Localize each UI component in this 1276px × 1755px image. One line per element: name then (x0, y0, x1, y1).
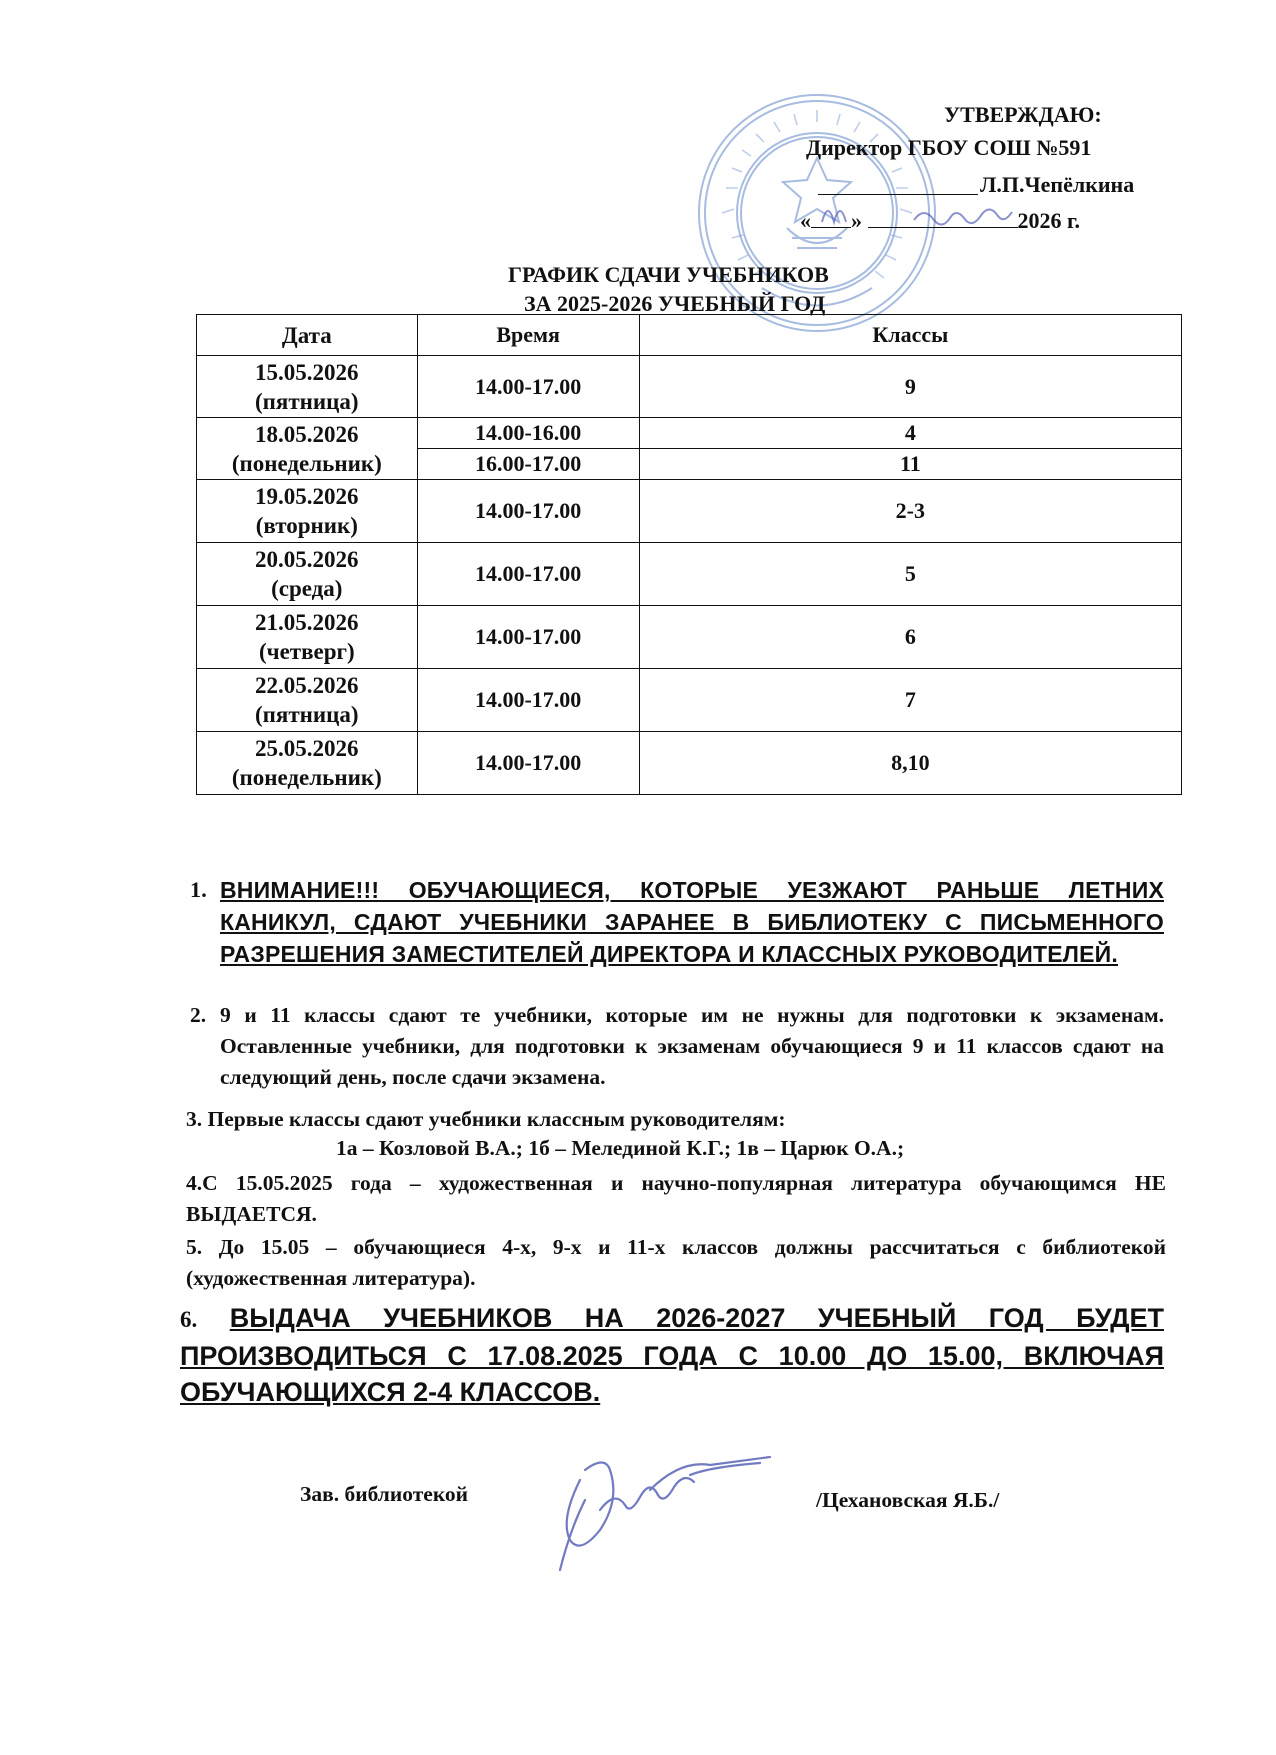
row-date: 20.05.2026 (255, 547, 359, 572)
approval-title: УТВЕРЖДАЮ: (944, 102, 1102, 127)
row-time: 14.00-16.00 (417, 418, 639, 449)
row-time: 14.00-17.00 (417, 732, 639, 795)
row-classes: 11 (639, 449, 1181, 480)
row-classes: 5 (639, 543, 1181, 606)
row-time: 14.00-17.00 (417, 669, 639, 732)
approval-name: Л.П.Чепёлкина (980, 172, 1135, 197)
note-text: ВЫДАЧА УЧЕБНИКОВ НА 2026-2027 УЧЕБНЫЙ ГОД БУДЕТ ПРОИЗВОДИТЬСЯ С 17.08.2025 ГОДА С 10.00 ДО 15.00, ВКЛЮЧАЯ ОБУЧАЮЩИХСЯ 2-4 КЛАССОВ. (180, 1303, 1164, 1407)
table-row (197, 356, 1182, 418)
approval-director: Директор ГБОУ СОШ №591 (806, 135, 1092, 160)
table-row (197, 669, 1182, 732)
row-date: 22.05.2026 (255, 673, 359, 698)
table-header-row (197, 315, 1182, 356)
document-title: ГРАФИК СДАЧИ УЧЕБНИКОВ (508, 262, 829, 287)
row-day: (четверг) (258, 639, 355, 664)
row-date: 15.05.2026 (255, 359, 359, 385)
note-first-classes: 3. Первые классы сдают учебники классным руководителям: (186, 1107, 786, 1131)
note-number: 2. (190, 1003, 207, 1027)
row-time: 14.00-17.00 (417, 356, 639, 418)
note-text: 9 и 11 классы сдают те учебники, которые им не нужны для подготовки к экзаменам. Оставленные учебники, для подготовки к экзаменам обучающиеся 9 и 11 классов сдают на следующий день, после сдачи экзамена. (220, 1003, 1164, 1089)
date-open-quote: « (800, 208, 811, 233)
row-date-cell (197, 669, 418, 732)
note-number: 6. (180, 1307, 198, 1332)
row-classes: 2-3 (639, 480, 1181, 543)
row-time: 16.00-17.00 (417, 449, 639, 480)
note-warning (190, 874, 1164, 970)
row-date: 21.05.2026 (255, 610, 359, 635)
row-classes: 8,10 (639, 732, 1181, 795)
header-classes: Классы (639, 315, 1181, 356)
table-row (197, 543, 1182, 606)
row-date-cell (197, 480, 418, 543)
row-day: (вторник) (255, 513, 358, 538)
schedule-table (196, 314, 1182, 795)
header-time: Время (417, 315, 639, 356)
row-time: 14.00-17.00 (417, 480, 639, 543)
row-date-cell (197, 732, 418, 795)
row-day: (пятница) (255, 702, 359, 727)
row-day: (понедельник) (231, 765, 382, 790)
row-classes: 6 (639, 606, 1181, 669)
note-issue-schedule (180, 1300, 1164, 1410)
date-year: 2026 г. (1017, 208, 1081, 233)
handwritten-signature-icon (540, 1420, 790, 1580)
row-classes: 4 (639, 418, 1181, 449)
row-time: 14.00-17.00 (417, 543, 639, 606)
row-time: 14.00-17.00 (417, 606, 639, 669)
table-row (197, 480, 1182, 543)
row-date: 25.05.2026 (255, 736, 359, 761)
date-close-quote: » (851, 208, 862, 233)
row-date-cell (197, 418, 418, 480)
header-date: Дата (197, 315, 418, 356)
row-day: (пятница) (255, 388, 359, 414)
row-date: 18.05.2026 (255, 421, 359, 447)
note-number: 1. (190, 877, 207, 902)
row-date-cell (197, 543, 418, 606)
row-classes: 9 (639, 356, 1181, 418)
table-row (197, 418, 1182, 449)
table-row (197, 606, 1182, 669)
document-subtitle: ЗА 2025-2026 УЧЕБНЫЙ ГОД (524, 291, 826, 316)
note-exam-classes (190, 1000, 1164, 1093)
note-settlement: 5. До 15.05 – обучающиеся 4-х, 9-х и 11-х классов должны рассчитаться с библиотекой (художественная литература). (186, 1235, 1166, 1290)
note-literature: 4.С 15.05.2025 года – художественная и научно-популярная литература обучающимся НЕ ВЫДАЕТСЯ. (186, 1171, 1166, 1226)
note-text: ВНИМАНИЕ!!! ОБУЧАЮЩИЕСЯ, КОТОРЫЕ УЕЗЖАЮТ РАНЬШЕ ЛЕТНИХ КАНИКУЛ, СДАЮТ УЧЕБНИКИ ЗАРАНЕЕ В БИБЛИОТЕКУ С ПИСЬМЕННОГО РАЗРЕШЕНИЯ ЗАМЕСТИТЕЛЕЙ ДИРЕКТОРА И КЛАССНЫХ РУКОВОДИТЕЛЕЙ. (220, 877, 1164, 967)
row-day: (понедельник) (231, 450, 382, 476)
handwritten-date-icon (814, 192, 1054, 232)
table-row (197, 732, 1182, 795)
row-date: 19.05.2026 (255, 484, 359, 509)
row-classes: 7 (639, 669, 1181, 732)
signature-name: /Цехановская Я.Б./ (816, 1488, 1000, 1512)
row-date-cell (197, 356, 418, 418)
row-day: (среда) (271, 576, 343, 601)
note-first-classes-teachers: 1а – Козловой В.А.; 1б – Мелединой К.Г.; 1в – Царюк О.А.; (336, 1136, 905, 1160)
row-date-cell (197, 606, 418, 669)
signature-position: Зав. библиотекой (300, 1482, 469, 1506)
